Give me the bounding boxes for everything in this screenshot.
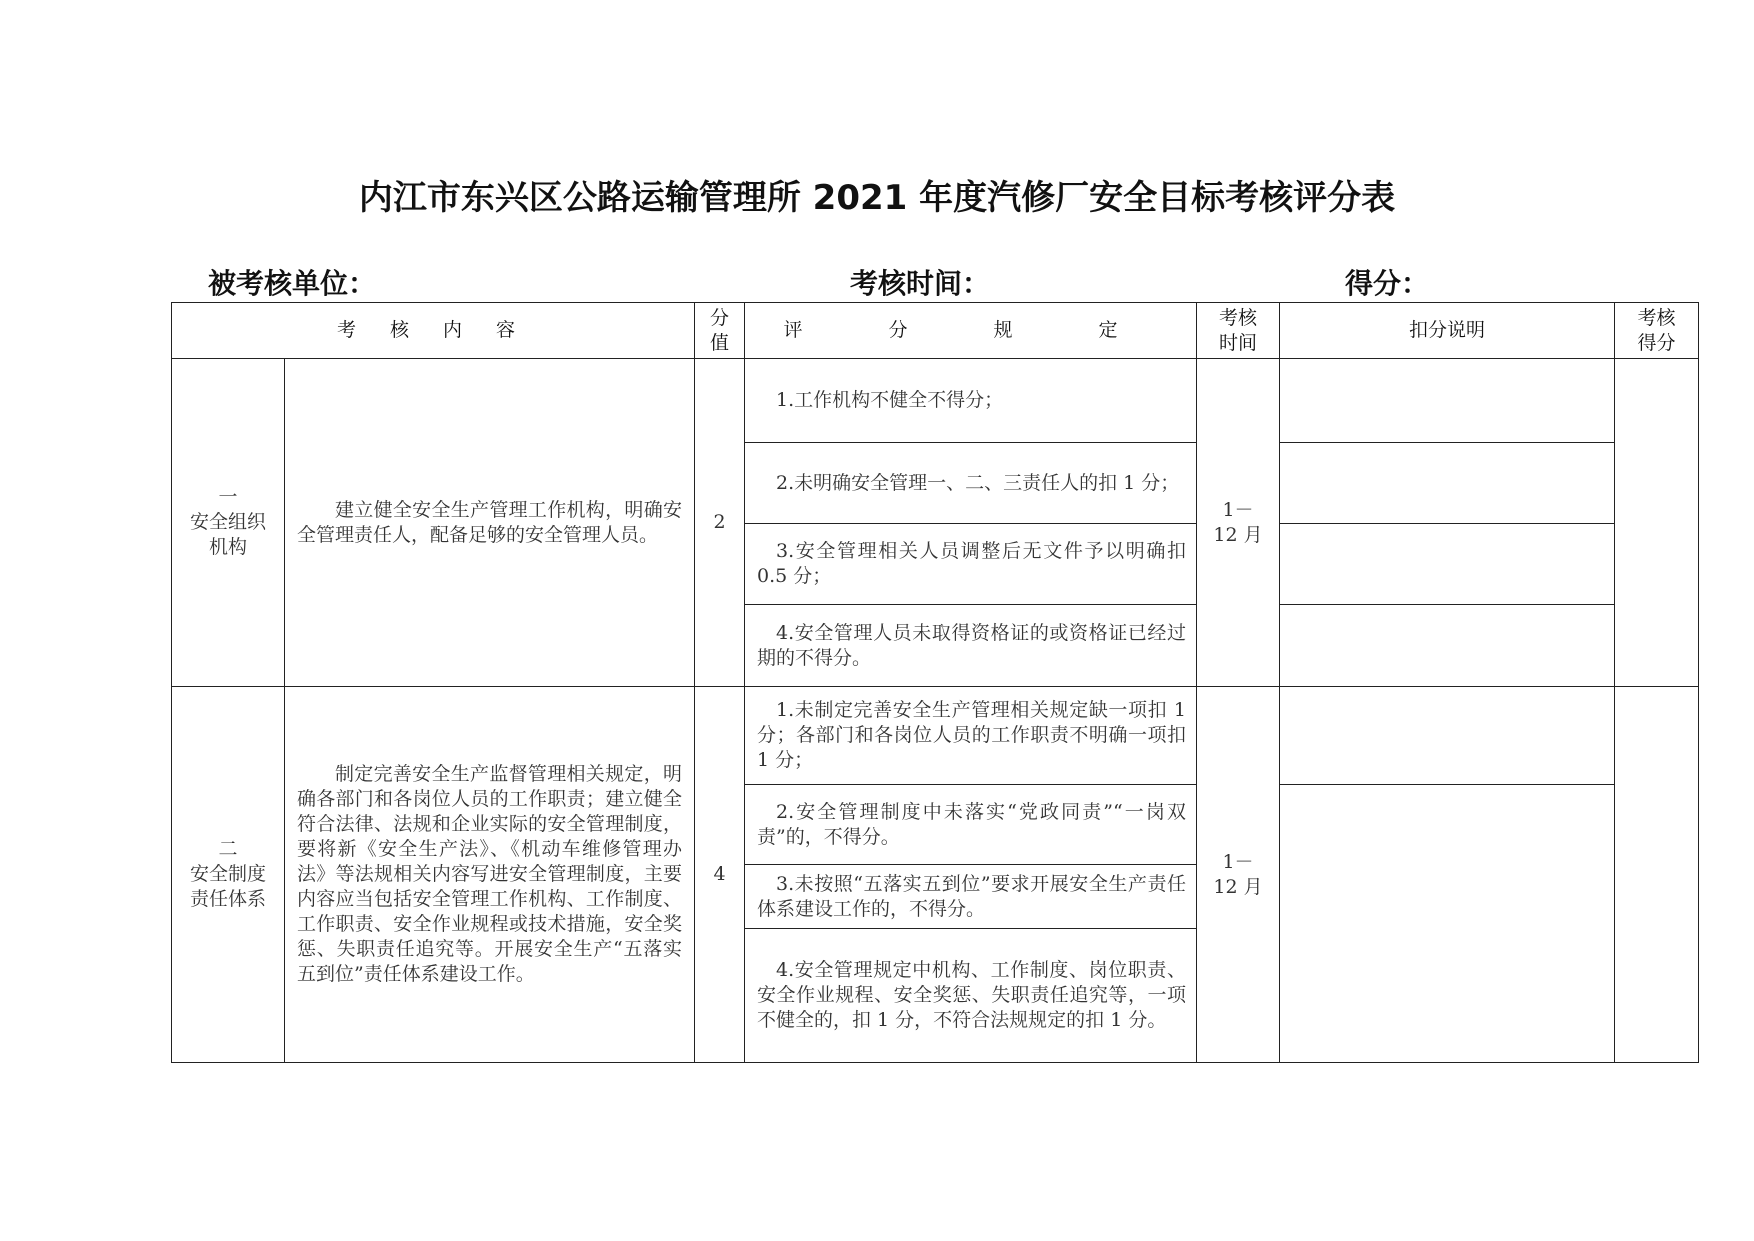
deduction-cell[interactable] bbox=[1280, 524, 1615, 605]
section-period: 1－ 12 月 bbox=[1197, 359, 1280, 687]
header-row bbox=[172, 303, 1699, 359]
scoring-rule: 2.安全管理制度中未落实“党政同责”“一岗双责”的，不得分。 bbox=[745, 785, 1197, 865]
table-row bbox=[172, 687, 1699, 785]
section-category: 二 安全制度 责任体系 bbox=[172, 687, 285, 1063]
header-rules: 评 分 规 定 bbox=[745, 303, 1197, 359]
section-content: 建立健全安全生产管理工作机构，明确安全管理责任人，配备足够的安全管理人员。 bbox=[285, 359, 695, 687]
section-score: 4 bbox=[695, 687, 745, 1063]
table-row bbox=[172, 359, 1699, 443]
score-label: 得分： bbox=[1345, 267, 1430, 300]
scoring-rule: 1.未制定完善安全生产管理相关规定缺一项扣 1 分；各部门和各岗位人员的工作职责不明确一项扣 1 分； bbox=[745, 687, 1197, 785]
scoring-rule: 1.工作机构不健全不得分； bbox=[745, 359, 1197, 443]
deduction-cell[interactable] bbox=[1280, 785, 1615, 1063]
deduction-cell[interactable] bbox=[1280, 687, 1615, 785]
section-category: 一 安全组织 机构 bbox=[172, 359, 285, 687]
section-period: 1－ 12 月 bbox=[1197, 687, 1280, 1063]
section-content: 制定完善安全生产监督管理相关规定，明确各部门和各岗位人员的工作职责；建立健全符合法律、法规和企业实际的安全管理制度，要将新《安全生产法》、《机动车维修管理办法》等法规相关内容写进安全管理制度，主要内容应当包括安全管理工作机构、工作制度、工作职责、安全作业规程或技术措施，安全奖惩、失职责任追究等。开展安全生产“五落实五到位”责任体系建设工作。 bbox=[285, 687, 695, 1063]
section-score: 2 bbox=[695, 359, 745, 687]
result-cell[interactable] bbox=[1615, 687, 1699, 1063]
assessment-time-label: 考核时间： bbox=[850, 267, 991, 300]
deduction-cell[interactable] bbox=[1280, 359, 1615, 443]
assessed-unit-label: 被考核单位： bbox=[208, 267, 377, 300]
deduction-cell[interactable] bbox=[1280, 443, 1615, 524]
header-period: 考核 时间 bbox=[1197, 303, 1280, 359]
scoring-rule: 4.安全管理规定中机构、工作制度、岗位职责、安全作业规程、安全奖惩、失职责任追究等，一项不健全的，扣 1 分，不符合法规规定的扣 1 分。 bbox=[745, 929, 1197, 1063]
header-deduction: 扣分说明 bbox=[1280, 303, 1615, 359]
deduction-cell[interactable] bbox=[1280, 605, 1615, 687]
scoring-rule: 3.未按照“五落实五到位”要求开展安全生产责任体系建设工作的，不得分。 bbox=[745, 865, 1197, 929]
header-score: 分 值 bbox=[695, 303, 745, 359]
page-title: 内江市东兴区公路运输管理所 2021 年度汽修厂安全目标考核评分表 bbox=[358, 178, 1396, 218]
header-content: 考 核 内 容 bbox=[172, 303, 695, 359]
result-cell[interactable] bbox=[1615, 359, 1699, 687]
scoring-rule: 4.安全管理人员未取得资格证的或资格证已经过期的不得分。 bbox=[745, 605, 1197, 687]
scoring-rule: 2.未明确安全管理一、二、三责任人的扣 1 分； bbox=[745, 443, 1197, 524]
header-result: 考核 得分 bbox=[1615, 303, 1699, 359]
assessment-table bbox=[171, 302, 1699, 1063]
scoring-rule: 3.安全管理相关人员调整后无文件予以明确扣 0.5 分； bbox=[745, 524, 1197, 605]
